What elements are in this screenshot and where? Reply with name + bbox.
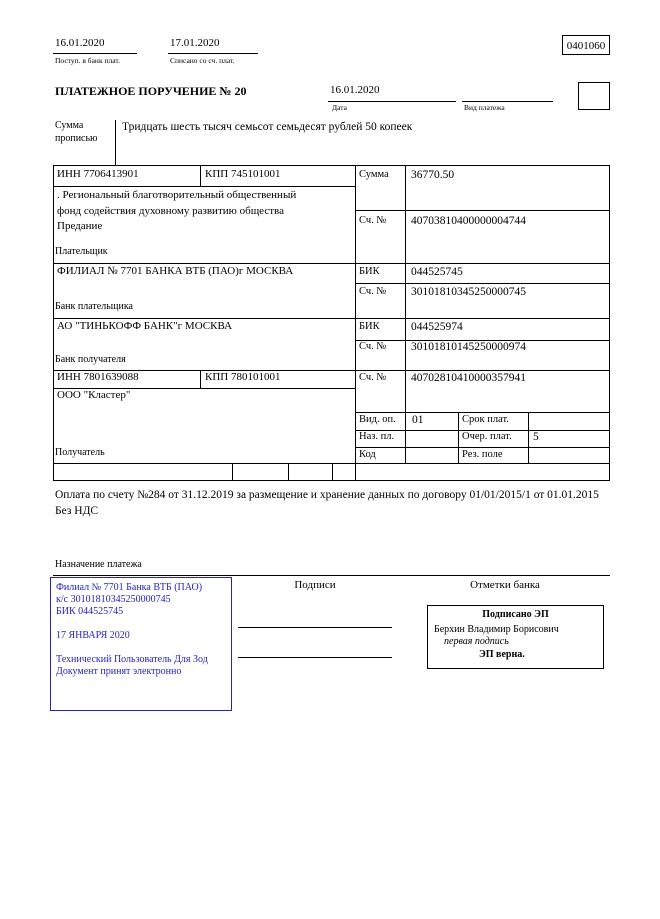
table-line: [53, 318, 610, 319]
date-label: Дата: [332, 103, 347, 112]
payer-inn: ИНН 7706413901: [57, 168, 139, 180]
payer-section-label: Плательщик: [55, 246, 108, 257]
received-label: Поступ. в банк плат.: [55, 56, 120, 65]
form-code: 0401060: [566, 40, 606, 52]
table-line: [200, 165, 201, 186]
amount-words-label-2: прописью: [55, 133, 98, 144]
sum-value: 36770.50: [411, 169, 455, 181]
table-line: [405, 165, 406, 463]
purpose-code-label: Наз. пл.: [359, 431, 395, 442]
divider-line: [53, 575, 610, 576]
stamp-spacer: [56, 618, 226, 630]
form-code-box: [562, 35, 610, 55]
stamp-bik: БИК 044525745: [56, 606, 124, 617]
bank-marks-title: Отметки банка: [470, 579, 540, 591]
table-line: [355, 447, 610, 448]
table-line: [458, 412, 459, 463]
divider-line: [115, 120, 116, 165]
stamp-date: 17 ЯНВАРЯ 2020: [56, 630, 130, 641]
code-label: Код: [359, 449, 376, 460]
table-line: [53, 186, 355, 187]
stamp-spacer: [56, 642, 226, 654]
reserve-label: Рез. поле: [462, 449, 503, 460]
op-kind-value: 01: [412, 414, 424, 426]
payer-account: 40703810400000004744: [411, 215, 526, 227]
purpose-text: Оплата по счету №284 от 31.12.2019 за размещение и хранение данных по договору 01/01/2015/1 от 01.01.2015 Без НДС: [55, 489, 599, 517]
table-line: [355, 283, 610, 284]
table-line: [53, 165, 610, 166]
payer-bank-bik: 044525745: [411, 266, 463, 278]
priority-value: 5: [533, 431, 539, 443]
table-line: [53, 165, 54, 480]
payer-bank-bik-label: БИК: [359, 266, 380, 277]
stamp-tech-user: Технический Пользователь Для Зод: [56, 654, 208, 665]
table-line: [200, 370, 201, 388]
table-line: [355, 165, 356, 480]
payer-account-label: Сч. №: [359, 215, 387, 226]
sum-label: Сумма: [359, 169, 389, 180]
payer-bank-section-label: Банк плательщика: [55, 301, 133, 312]
payee-section-label: Получатель: [55, 447, 105, 458]
priority-label: Очер. плат.: [462, 431, 512, 442]
table-line: [288, 463, 289, 480]
table-line: [528, 412, 529, 463]
payee-name: ООО "Кластер": [57, 389, 131, 401]
due-label: Срок плат.: [462, 414, 509, 425]
payee-kpp: КПП 780101001: [205, 371, 281, 383]
signature-line-2: [238, 657, 392, 658]
stamp-bank-name: Филиал № 7701 Банка ВТБ (ПАО): [56, 582, 203, 593]
table-line: [53, 263, 610, 264]
payee-bank-bik: 044525974: [411, 321, 463, 333]
signatures-title: Подписи: [294, 579, 336, 591]
payee-account-label: Сч. №: [359, 372, 387, 383]
stamp-corr-account: к/с 30101810345250000745: [56, 594, 171, 605]
stamp-accepted: Документ принят электронно: [56, 666, 182, 677]
table-line: [332, 463, 333, 480]
signature-line-1: [238, 627, 392, 628]
divider-line: [462, 101, 553, 102]
received-date: 16.01.2020: [55, 37, 105, 49]
payee-inn: ИНН 7801639088: [57, 371, 139, 383]
amount-words-label-1: Сумма: [55, 120, 84, 131]
debited-date: 17.01.2020: [170, 37, 220, 49]
table-line: [355, 412, 610, 413]
payer-bank-account-label: Сч. №: [359, 286, 387, 297]
payee-account: 40702810410000357941: [411, 372, 526, 384]
payer-name: . Региональный благотворительный общественный фонд содействия духовному развитию общества Предание: [57, 189, 297, 232]
divider-line: [328, 101, 456, 102]
payee-bank-account-label: Сч. №: [359, 341, 387, 352]
document-date: 16.01.2020: [330, 84, 380, 96]
table-line: [232, 463, 233, 480]
esign-sign-type: первая подпись: [444, 636, 509, 647]
payee-bank-bik-label: БИК: [359, 321, 380, 332]
payer-bank-name: ФИЛИАЛ № 7701 БАНКА ВТБ (ПАО)г МОСКВА: [57, 265, 294, 277]
payment-kind-box: [578, 82, 610, 110]
debited-label: Списано со сч. плат.: [170, 56, 235, 65]
payment-kind-label: Вид платежа: [464, 103, 505, 112]
payee-bank-account: 30101810145250000974: [411, 341, 526, 353]
esign-valid: ЭП верна.: [479, 648, 525, 660]
document-title: ПЛАТЕЖНОЕ ПОРУЧЕНИЕ № 20: [55, 84, 247, 98]
esign-box: [427, 605, 604, 669]
esign-name: Берхин Владимир Борисович: [434, 623, 559, 635]
table-line: [609, 165, 610, 480]
op-kind-label: Вид. оп.: [359, 414, 396, 425]
payer-bank-account: 30101810345250000745: [411, 286, 526, 298]
divider-line: [168, 53, 258, 54]
amount-in-words: Тридцать шесть тысяч семьсот семьдесят рублей 50 копеек: [122, 121, 413, 133]
payee-bank-section-label: Банк получателя: [55, 354, 126, 365]
bank-acceptance-stamp: [50, 577, 232, 711]
table-line: [355, 210, 610, 211]
purpose-section-label: Назначение платежа: [55, 559, 142, 570]
esign-title: Подписано ЭП: [482, 609, 549, 620]
payee-bank-name: АО "ТИНЬКОФФ БАНК"г МОСКВА: [57, 320, 233, 332]
divider-line: [53, 53, 137, 54]
table-line: [53, 480, 610, 481]
payer-kpp: КПП 745101001: [205, 168, 281, 180]
